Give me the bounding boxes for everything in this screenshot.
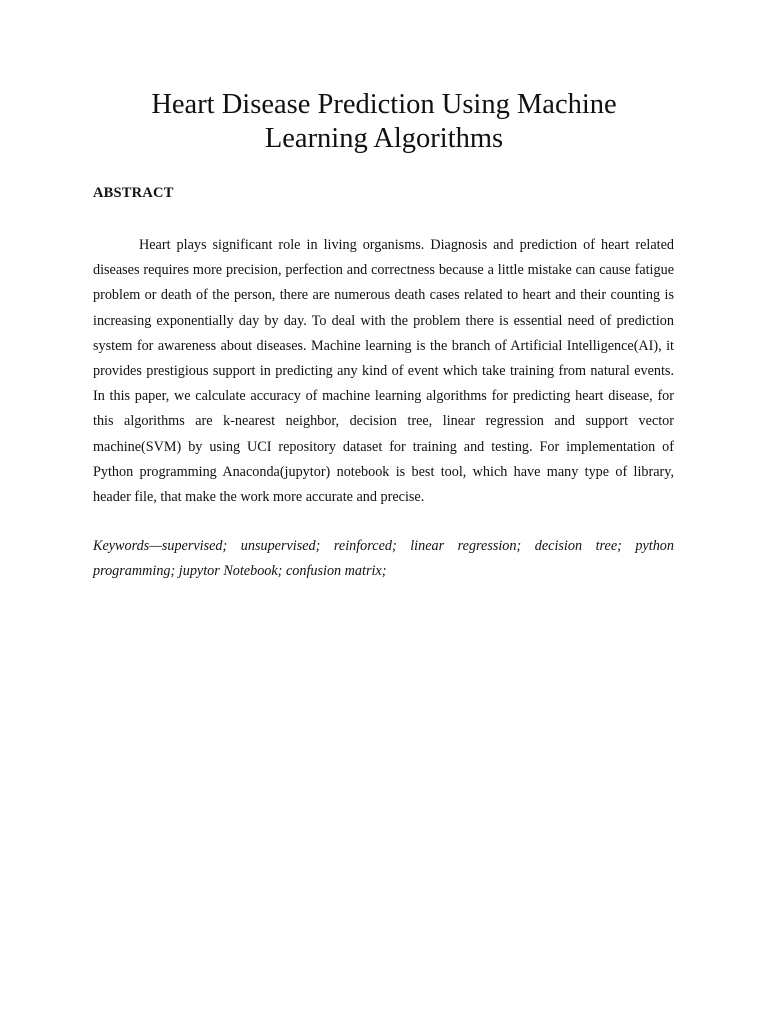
abstract-paragraph: Heart plays significant role in living organisms. Diagnosis and prediction of heart related diseases requires more precision, perfection and correctness because a little mistake can cause fatigue problem or death of the person, there are numerous death cases related to heart and their counting is increasing exponentially day by day. To deal with the problem there is essential need of prediction system for awareness about diseases. Machine learning is the branch of Artificial Intelligence(AI), it provides prestigious support in predicting any kind of event which take training from natural events. In this paper, we calculate accuracy of machine learning algorithms for predicting heart disease, for this algorithms are k-nearest neighbor, decision tree, linear regression and support vector machine(SVM) by using UCI repository dataset for training and testing. For implementation of Python programming Anaconda(jupytor) notebook is best tool, which have many type of library, header file, that make the work more accurate and precise.: [93, 237, 674, 506]
abstract-heading: ABSTRACT: [93, 185, 174, 201]
paper-title: [60, 88, 708, 156]
paper-title-line-2: Learning Algorithms: [264, 123, 504, 154]
keywords-line: Keywords—supervised; unsupervised; reinforced; linear regression; decision tree; python programming; jupytor Notebook; confusion matrix;: [93, 538, 674, 580]
paper-title-line-1: Heart Disease Prediction Using Machine: [151, 89, 617, 120]
